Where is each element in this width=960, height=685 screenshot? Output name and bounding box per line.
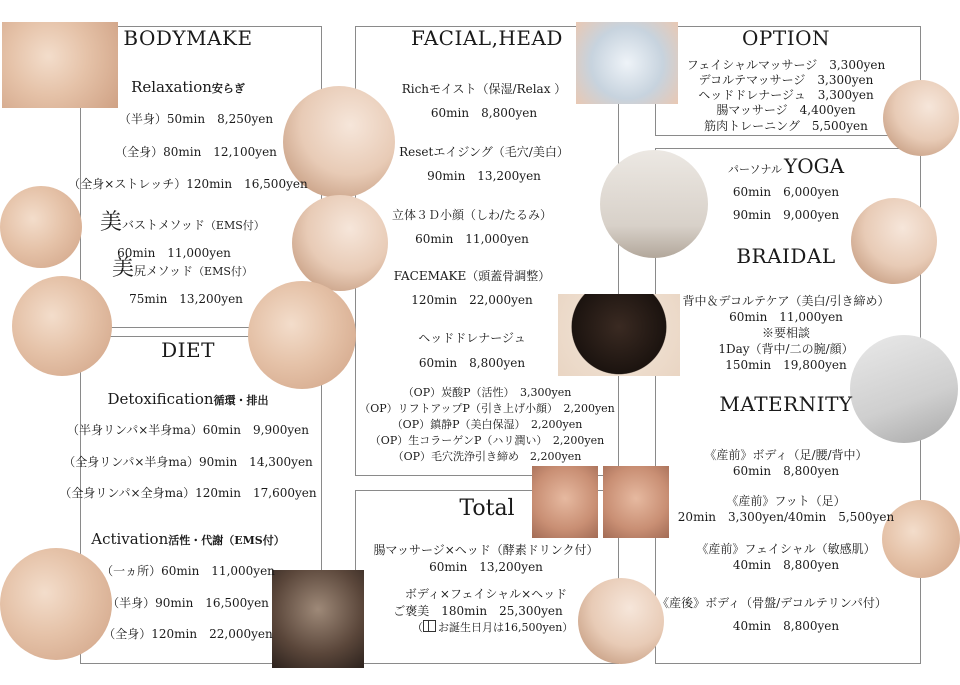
detox-item-2: （全身リンパ×半身ma）90min 14,300yen	[63, 455, 313, 469]
back-massage-photo	[2, 22, 118, 108]
maternity-item-2-price: 20min 3,300yen/40min 5,500yen	[677, 510, 895, 524]
head-massage-photo	[558, 294, 680, 376]
facial-item-2-name: Resetエイジング（毛穴/美白）	[399, 145, 569, 159]
relax-item-1: （半身）50min 8,250yen	[118, 112, 274, 126]
braidal-title: BRAIDAL	[736, 244, 836, 268]
facial-item-4-price: 120min 22,000yen	[411, 293, 533, 307]
bust-title: バストメソッド	[122, 218, 205, 232]
detox-item-3: （全身リンパ×全身ma）120min 17,600yen	[59, 486, 317, 500]
maternity-item-4-name: 《産後》ボディ（骨盤/デコルテリンパ付）	[657, 596, 887, 610]
activation-item-3: （全身）120min 22,000yen	[103, 627, 273, 641]
yoga-heading	[728, 155, 844, 177]
detox-heading	[107, 392, 268, 408]
bust-big-char: 美	[100, 210, 123, 235]
relax-item-2: （全身）80min 12,100yen	[115, 145, 277, 159]
maternity-item-1-name: 《産前》ボディ（足/腰/背中）	[704, 448, 868, 462]
arm-massage-photo	[0, 548, 112, 660]
maternity-item-2-name: 《産前》フット（足）	[726, 494, 846, 508]
facial-item-1-name: Richモイスト（保湿/Relax ）	[401, 82, 567, 96]
facial-care-photo	[578, 578, 664, 664]
yoga-photo	[600, 150, 708, 258]
total-birthday-text: お誕生日月は16,500yen）	[438, 621, 574, 634]
detox-subtitle: 循環・排出	[213, 394, 269, 407]
hip-price: 75min 13,200yen	[129, 292, 243, 306]
activation-item-1: （一ヵ所）60min 11,000yen	[101, 564, 275, 578]
neck-massage-photo	[292, 195, 388, 291]
facial-item-5-price: 60min 8,800yen	[418, 356, 526, 370]
bust-heading	[100, 210, 265, 235]
option-item-5: 筋肉トレーニング 5,500yen	[704, 119, 868, 133]
facial-title: FACIAL,HEAD	[411, 26, 563, 50]
total-item-2: ボディ×フェイシャル×ヘッド	[404, 587, 568, 601]
activation-title: Activation	[91, 530, 169, 548]
option-item-1: フェイシャルマッサージ 3,300yen	[686, 58, 886, 72]
option-item-2: デコルテマッサージ 3,300yen	[698, 73, 874, 87]
braidal-item-1-price: 60min 11,000yen	[729, 310, 843, 324]
facial-item-5-name: ヘッドドレナージュ	[418, 331, 526, 345]
facial-option-4: （OP）生コラーゲンP（ハリ潤い） 2,200yen	[369, 434, 605, 447]
total-item-1-price: 60min 13,200yen	[429, 560, 543, 574]
activation-heading	[91, 532, 285, 548]
yoga-item-2: 90min 9,000yen	[732, 208, 840, 222]
facial-item-3-name: 立体３Ｄ小顔（しわ/たるみ）	[391, 208, 553, 222]
braidal-item-2: 1Day（背中/二の腕/顔）	[718, 342, 854, 356]
relax-item-3: （全身×ストレッチ）120min 16,500yen	[68, 177, 308, 191]
facial-option-2: （OP）リフトアップP（引き上げ小顔） 2,200yen	[359, 402, 615, 415]
braidal-item-1: 背中＆デコルテケア（美白/引き締め）	[682, 294, 890, 308]
facial-item-2-price: 90min 13,200yen	[427, 169, 541, 183]
braidal-note: ※要相談	[761, 326, 811, 340]
yoga-prefix: パーソナル	[728, 163, 783, 176]
leg-massage-photo	[12, 276, 112, 376]
facial-item-3-price: 60min 11,000yen	[415, 232, 529, 246]
yoga-item-1: 60min 6,000yen	[732, 185, 840, 199]
facial-option-1: （OP）炭酸P（活性） 3,300yen	[402, 386, 572, 399]
activation-subtitle: 活性・代謝（EMS付）	[168, 534, 285, 547]
facial-option-3: （OP）鎮静P（美白保湿） 2,200yen	[391, 418, 583, 431]
yoga-title: YOGA	[784, 154, 845, 178]
chest-massage-photo	[248, 281, 356, 389]
facial-item-4-name: FACEMAKE（頭蓋骨調整）	[393, 269, 551, 283]
facial-option-5: （OP）毛穴洗浄引き締め 2,200yen	[392, 450, 582, 463]
diet-title: DIET	[161, 338, 215, 362]
option-item-3: ヘッドドレナージュ 3,300yen	[698, 88, 874, 102]
maternity-item-4-price: 40min 8,800yen	[732, 619, 840, 633]
relaxation-title: Relaxation	[131, 78, 212, 96]
ems-wrap-photo	[272, 570, 364, 668]
back-care-photo	[851, 198, 937, 284]
bust-note: （EMS付）	[204, 219, 265, 232]
gift-icon	[423, 620, 436, 632]
detox-title: Detoxification	[107, 390, 214, 408]
hip-note: （EMS付）	[193, 265, 253, 278]
relaxation-subtitle: 安らぎ	[211, 82, 245, 95]
belly-massage-photo	[883, 80, 959, 156]
ems-device-photo	[576, 22, 678, 104]
maternity-item-1-price: 60min 8,800yen	[732, 464, 840, 478]
maternity-item-3-name: 《産前》フェイシャル（敏感肌）	[696, 542, 876, 556]
hip-heading	[112, 256, 253, 281]
shoulder-massage-photo	[0, 186, 82, 268]
detox-item-1: （半身リンパ×半身ma）60min 9,900yen	[67, 423, 309, 437]
total-title: Total	[459, 496, 515, 521]
pore-before-photo	[532, 466, 598, 538]
total-item-1: 腸マッサージ×ヘッド（酵素ドリンク付）	[373, 543, 599, 557]
option-item-4: 腸マッサージ 4,400yen	[716, 103, 856, 117]
total-birthday-note: （ お誕生日月は16,500yen）	[412, 621, 574, 634]
braidal-item-2-price: 150min 19,800yen	[725, 358, 847, 372]
bust-price: 60min 11,000yen	[117, 246, 231, 260]
maternity-item-3-price: 40min 8,800yen	[732, 558, 840, 572]
relaxation-heading	[131, 80, 245, 96]
maternity-title: MATERNITY	[719, 392, 853, 416]
pore-after-photo	[603, 466, 669, 538]
bodymake-title: BODYMAKE	[123, 26, 253, 50]
total-item-2-price: ご褒美 180min 25,300yen	[393, 604, 563, 618]
hip-big-char: 美	[112, 256, 135, 281]
hip-title: 尻メソッド	[134, 264, 194, 278]
option-title: OPTION	[742, 26, 830, 50]
facial-item-1-price: 60min 8,800yen	[430, 106, 538, 120]
bridal-back-photo	[850, 335, 958, 443]
activation-item-2: （半身）90min 16,500yen	[107, 596, 269, 610]
